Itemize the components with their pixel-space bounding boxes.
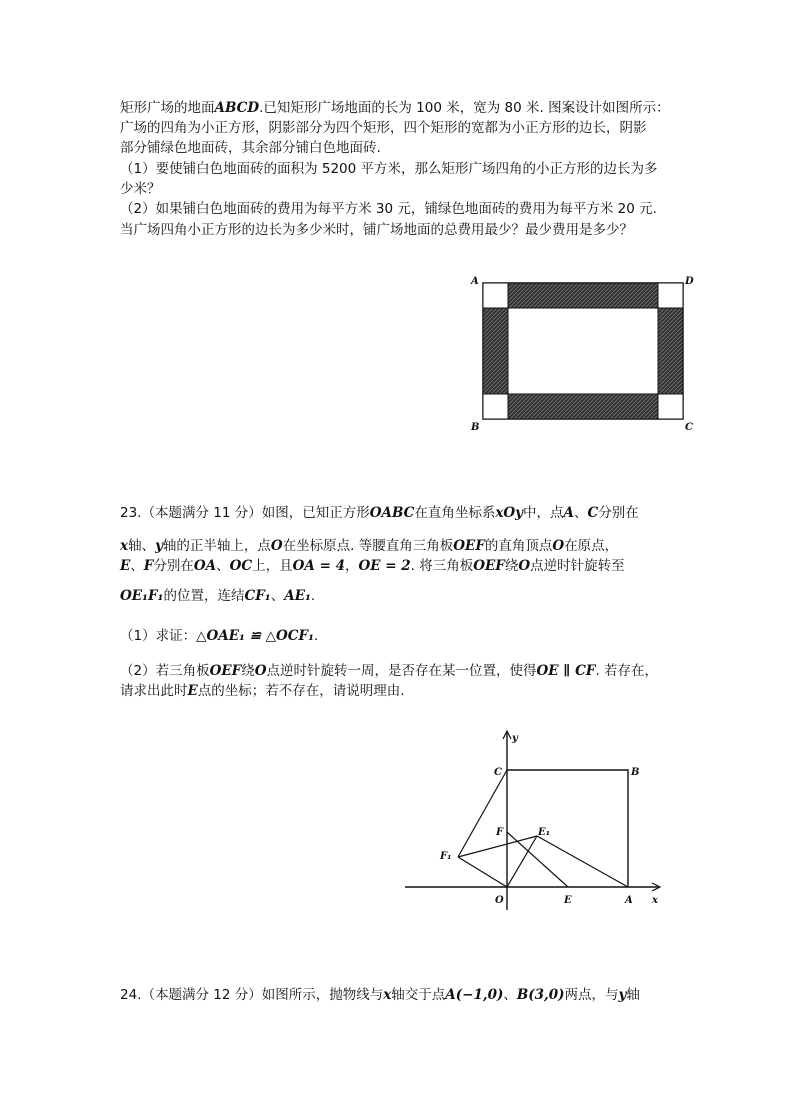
p23-line-3: E、F分别在OA、OC上，且OA = 4，OE = 2. 将三角板OEF绕O点逆时针旋转至 (120, 558, 625, 574)
label-D: D (685, 276, 694, 287)
rectangle-plaza-figure (465, 268, 705, 436)
p22-line-2: 广场的四角为小正方形，阴影部分为四个矩形，四个矩形的宽都为小正方形的边长，阴影 (120, 120, 647, 136)
axis-label-x: x (652, 895, 658, 906)
axis-label-y: y (512, 733, 518, 744)
label-C: C (494, 767, 502, 778)
p23-line-1: 23.（本题满分 11 分）如图，已知正方形OABC在直角坐标系xOy中，点A、C分别在 (120, 505, 639, 521)
p23-question-2a: （2）若三角板OEF绕O点逆时针旋转一周，是否存在某一位置，使得OE ∥ CF. 若存在， (120, 663, 659, 679)
label-B: B (631, 767, 640, 778)
p23-line-2: x轴、y轴的正半轴上，点O在坐标原点. 等腰直角三角板OEF的直角顶点O在原点， (120, 538, 619, 554)
p22-line-5: 少米？ (120, 181, 161, 197)
p23-question-1: （1）求证：△OAE₁ ≌ △OCF₁. (120, 628, 319, 644)
label-F1: F₁ (440, 851, 452, 862)
label-C: C (685, 422, 693, 433)
label-A: A (471, 276, 479, 287)
p23-line-4: OE₁F₁的位置，连结CF₁、AE₁. (120, 588, 316, 604)
p22-line-6: （2）如果铺白色地面砖的费用为每平方米 30 元，铺绿色地面砖的费用为每平方米 20 元. (120, 201, 657, 217)
label-O: O (495, 895, 504, 906)
p22-line-7: 当广场四角小正方形的边长为多少米时，铺广场地面的总费用最少？最少费用是多少？ (120, 222, 633, 238)
p23-question-2b: 请求出此时E点的坐标；若不存在，请说明理由. (120, 683, 405, 699)
coordinate-figure (400, 725, 670, 915)
p24-line-1: 24.（本题满分 12 分）如图所示，抛物线与x轴交于点A(−1,0)、B(3,0)两点，与y轴 (120, 987, 640, 1003)
p22-line-1: 矩形广场的地面ABCD.已知矩形广场地面的长为 100 米，宽为 80 米. 图案设计如图所示： (120, 100, 670, 116)
label-B: B (471, 422, 480, 433)
label-F: F (496, 827, 504, 838)
label-E: E (564, 895, 572, 906)
p22-line-4: （1）要使铺白色地面砖的面积为 5200 平方米，那么矩形广场四角的小正方形的边长为多 (120, 161, 658, 177)
p22-line-3: 部分铺绿色地面砖，其余部分铺白色地面砖. (120, 140, 381, 156)
label-A: A (625, 895, 633, 906)
label-E1: E₁ (538, 827, 551, 838)
